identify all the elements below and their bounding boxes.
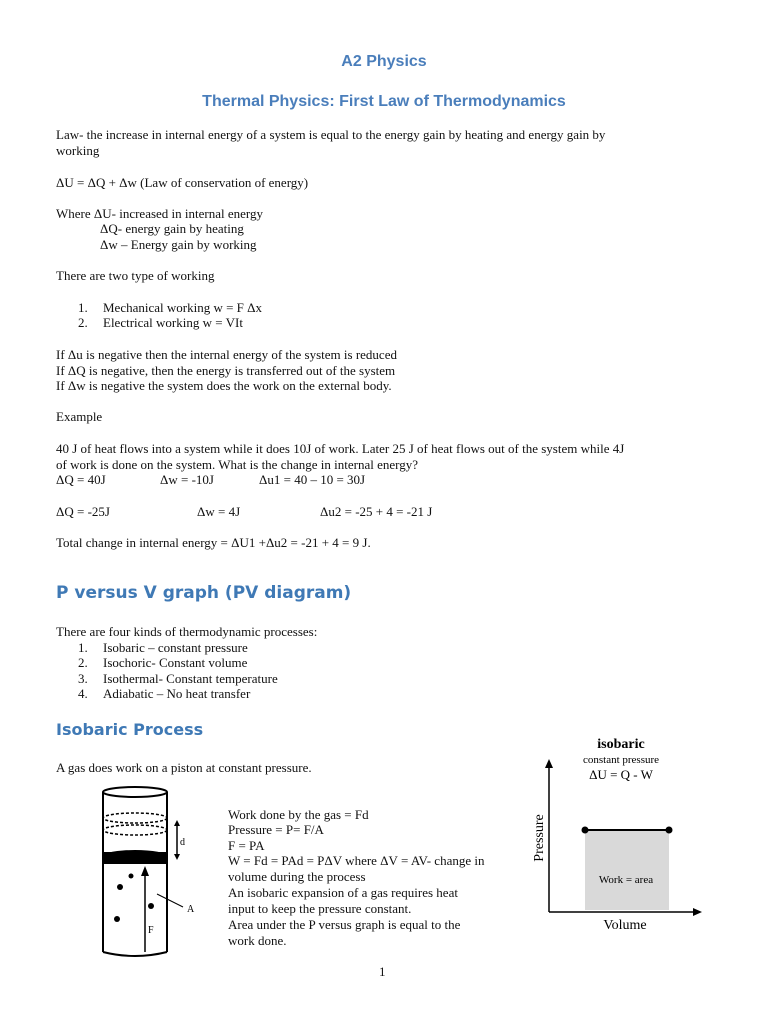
where-definition: Where ΔU- increased in internal energy: [56, 206, 263, 221]
process-item: Isobaric – constant pressure: [103, 640, 248, 655]
piston-label-d: d: [180, 837, 185, 848]
processes-intro: There are four kinds of thermodynamic processes:: [56, 624, 318, 639]
sign-rule: If Δw is negative the system does the work on the external body.: [56, 378, 392, 393]
example-row2-work: Δw = 4J: [197, 504, 241, 519]
list-number: 1.: [78, 640, 88, 655]
example-problem-line2: of work is done on the system. What is the change in internal energy?: [56, 457, 418, 472]
working-type-mechanical: Mechanical working w = F Δx: [103, 300, 263, 315]
law-text-line2: working: [56, 143, 100, 158]
isobar-start-point: [582, 827, 589, 834]
graph-ylabel: Pressure: [532, 814, 547, 862]
process-item: Isochoric- Constant volume: [103, 655, 248, 670]
isobaric-note: volume during the process: [228, 869, 366, 884]
definition-work: Δw – Energy gain by working: [100, 237, 257, 252]
sign-rule: If Δu is negative then the internal energy of the system is reduced: [56, 347, 397, 362]
example-row2-energy: Δu2 = -25 + 4 = -21 J: [320, 504, 433, 519]
page-number: 1: [379, 964, 386, 979]
sign-rule: If ΔQ is negative, then the energy is transferred out of the system: [56, 363, 396, 378]
example-row1-work: Δw = -10J: [160, 472, 214, 487]
isobaric-pv-graph: [525, 732, 715, 937]
working-type-electrical: Electrical working w = VIt: [103, 315, 243, 330]
topic-title: Thermal Physics: First Law of Thermodynamics: [202, 93, 566, 110]
definition-heat: ΔQ- energy gain by heating: [100, 221, 244, 236]
graph-title: isobaric: [597, 737, 645, 752]
isobaric-heading: Isobaric Process: [56, 720, 204, 739]
list-number: 4.: [78, 686, 88, 701]
list-number: 2.: [78, 315, 88, 330]
graph-xlabel: Volume: [603, 918, 647, 933]
list-number: 2.: [78, 655, 88, 670]
isobaric-note: Pressure = P= F/A: [228, 822, 324, 837]
example-heading: Example: [56, 409, 103, 424]
isobaric-note: input to keep the pressure constant.: [228, 901, 412, 916]
list-number: 3.: [78, 671, 88, 686]
isobaric-note: W = Fd = PAd = PΔV where ΔV = AV- change in: [228, 853, 485, 868]
course-title: A2 Physics: [341, 53, 427, 70]
isobaric-note: An isobaric expansion of a gas requires heat: [228, 885, 458, 900]
example-row1-energy: Δu1 = 40 – 10 = 30J: [259, 472, 366, 487]
process-item: Adiabatic – No heat transfer: [103, 686, 251, 701]
isobaric-intro: A gas does work on a piston at constant pressure.: [56, 760, 312, 775]
pv-section-heading: P versus V graph (PV diagram): [56, 583, 352, 603]
x-axis-arrow: [693, 908, 702, 916]
process-item: Isothermal- Constant temperature: [103, 671, 278, 686]
piston-label-f: F: [148, 925, 154, 936]
graph-equation: ΔU = Q - W: [589, 767, 653, 782]
y-axis-arrow: [545, 759, 553, 768]
work-area-region: [585, 830, 669, 910]
example-row2-heat: ΔQ = -25J: [56, 504, 110, 519]
isobaric-note: Work done by the gas = Fd: [228, 807, 369, 822]
isobar-end-point: [666, 827, 673, 834]
piston-label-a: A: [187, 904, 195, 915]
list-number: 1.: [78, 300, 88, 315]
law-text-line1: Law- the increase in internal energy of a system is equal to the energy gain by heating and energy gain by: [56, 127, 606, 142]
isobaric-note: Area under the P versus graph is equal to the: [228, 917, 461, 932]
isobaric-note: F = PA: [228, 838, 265, 853]
example-problem-line1: 40 J of heat flows into a system while it does 10J of work. Later 25 J of heat flows out of the system while 4J: [56, 441, 625, 456]
isobaric-note: work done.: [228, 933, 287, 948]
piston-cylinder-diagram: [95, 782, 205, 960]
example-total: Total change in internal energy = ΔU1 +Δu2 = -21 + 4 = 9 J.: [56, 535, 371, 550]
first-law-equation: ΔU = ΔQ + Δw (Law of conservation of energy): [56, 175, 309, 190]
example-row1-heat: ΔQ = 40J: [56, 472, 106, 487]
graph-subtitle: constant pressure: [582, 754, 660, 766]
working-types-intro: There are two type of working: [56, 268, 215, 283]
work-area-label: Work = area: [598, 874, 654, 886]
